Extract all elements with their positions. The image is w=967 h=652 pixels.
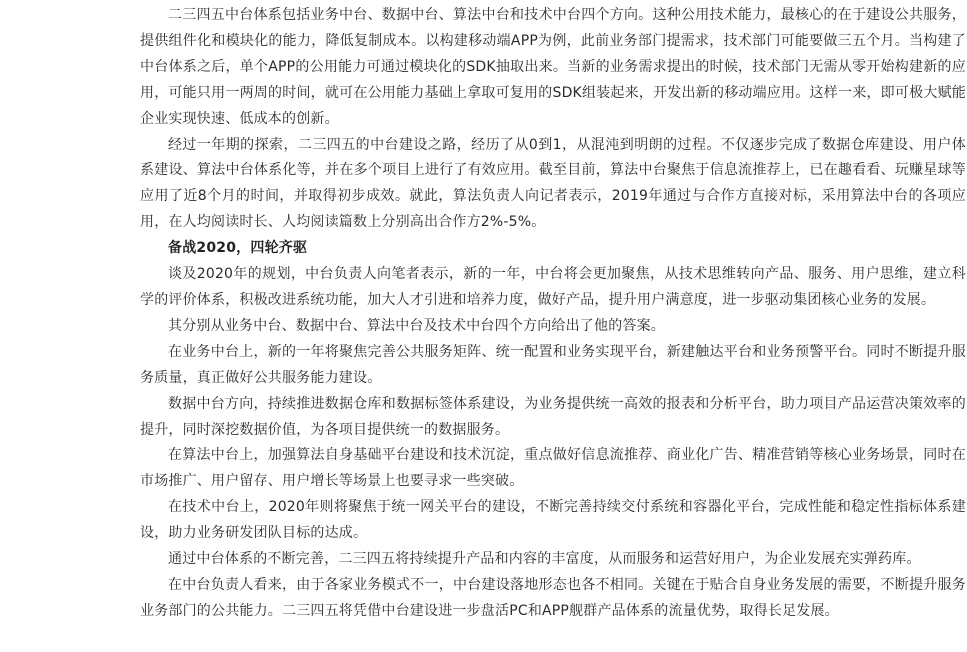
paragraph: 通过中台体系的不断完善，二三四五将持续提升产品和内容的丰富度，从而服务和运营好用户，为企业发展充实弹药库。 <box>168 551 921 568</box>
paragraph: 经过一年期的探索，二三四五的中台建设之路，经历了从0到1，从混沌到明朗的过程。不仅逐步完成了数据仓库建设、用户体系建设、算法中台体系化等，并在多个项目上进行了有效应用。截至目前，算法中台聚焦于信息流推荐上，已在趣看看、玩赚星球等应用了近8个月的时间，并取得初步成效。就此，算法负责人向记者表示，2019年通过与合作方直接对标，采用算法中台的各项应用，在人均阅读时长、人均阅读篇数上分别高出合作方2%-5%。 <box>140 136 966 231</box>
section-heading: 备战2020，四轮齐驱 <box>168 240 308 257</box>
paragraph: 在算法中台上，加强算法自身基础平台建设和技术沉淀，重点做好信息流推荐、商业化广告、精准营销等核心业务场景，同时在市场推广、用户留存、用户增长等场景上也要寻求一些突破。 <box>140 447 966 490</box>
paragraph: 在中台负责人看来，由于各家业务模式不一，中台建设落地形态也各不相同。关键在于贴合自身业务发展的需要，不断提升服务业务部门的公共能力。二三四五将凭借中台建设进一步盘活PC和APP舰群产品体系的流量优势，取得长足发展。 <box>140 576 966 619</box>
paragraph: 在技术中台上，2020年则将聚焦于统一网关平台的建设，不断完善持续交付系统和容器化平台，完成性能和稳定性指标体系建设，助力业务研发团队目标的达成。 <box>140 499 966 542</box>
paragraph: 在业务中台上，新的一年将聚焦完善公共服务矩阵、统一配置和业务实现平台，新建触达平台和业务预警平台。同时不断提升服务质量，真正做好公共服务能力建设。 <box>140 343 966 386</box>
article-body <box>140 3 966 625</box>
paragraph: 谈及2020年的规划，中台负责人向笔者表示，新的一年，中台将会更加聚焦，从技术思维转向产品、服务、用户思维，建立科学的评价体系，积极改进系统功能，加大人才引进和培养力度，做好产品，提升用户满意度，进一步驱动集团核心业务的发展。 <box>140 266 966 308</box>
paragraph: 数据中台方向，持续推进数据仓库和数据标签体系建设，为业务提供统一高效的报表和分析平台，助力项目产品运营决策效率的提升，同时深挖数据价值，为各项目提供统一的数据服务。 <box>140 395 966 438</box>
paragraph: 二三四五中台体系包括业务中台、数据中台、算法中台和技术中台四个方向。这种公用技术能力，最核心的在于建设公共服务，提供组件化和模块化的能力，降低复制成本。以构建移动端APP为例，此前业务部门提需求，技术部门可能要做三五个月。当构建了中台体系之后，单个APP的公用能力可通过模块化的SDK抽取出来。当新的业务需求提出的时候，技术部门无需从零开始构建新的应用，可能只用一两周的时间，就可在公用能力基础上拿取可复用的SDK组装起来，开发出新的移动端应用。这样一来，即可极大赋能企业实现快速、低成本的创新。 <box>140 7 966 127</box>
paragraph: 其分别从业务中台、数据中台、算法中台及技术中台四个方向给出了他的答案。 <box>168 317 665 334</box>
